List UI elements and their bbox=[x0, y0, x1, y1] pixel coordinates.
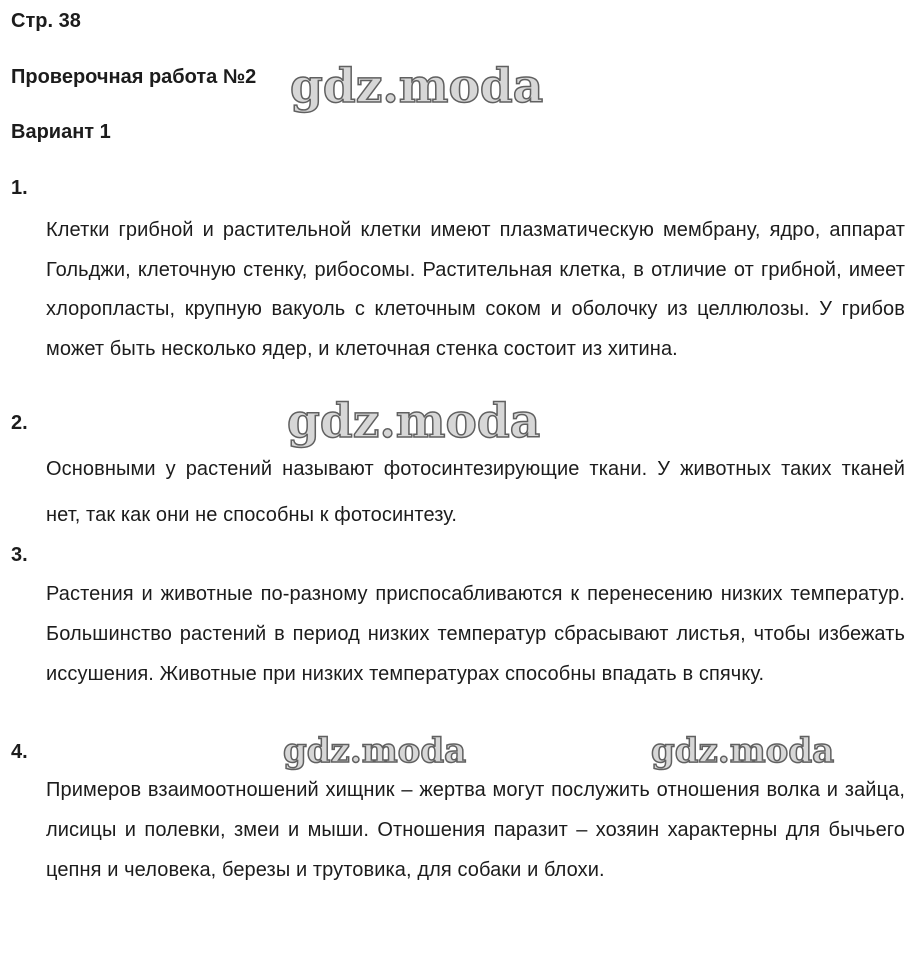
answer-text: Примеров взаимоотношений хищник – жертва могут послужить отношения волка и зайца, лисицы и полевки, змеи и мыши. Отношения паразит – хозяин характерны для бычьего цепня и человека, березы и трутовика, для собаки и блохи. bbox=[46, 779, 905, 881]
page-number: Стр. 38 bbox=[11, 10, 81, 32]
variant-label: Вариант 1 bbox=[11, 121, 111, 143]
answer-text: Растения и животные по-разному приспосабливаются к перенесению низких температур. Большинство растений в период низких температур сбрасывают листья, чтобы избежать иссушения. Животные при низких температурах способны впадать в спячку. bbox=[46, 583, 905, 685]
answer-number: 4. bbox=[11, 741, 28, 763]
answer-number: 1. bbox=[11, 177, 28, 199]
watermark: gdz.moda bbox=[651, 731, 835, 771]
watermark: gdz.moda bbox=[290, 59, 544, 114]
answer-text: Основными у растений называют фотосинтезирующие ткани. У животных таких тканей нет, так как они не способны к фотосинтезу. bbox=[46, 458, 905, 526]
answer-number: 2. bbox=[11, 412, 28, 434]
watermark: gdz.moda bbox=[283, 731, 467, 771]
answer-text: Клетки грибной и растительной клетки имеют плазматическую мембрану, ядро, аппарат Гольджи, клеточную стенку, рибосомы. Растительная клетка, в отличие от грибной, имеет хлоропласты, крупную вакуоль с клеточным соком и оболочку из целлюлозы. У грибов может быть несколько ядер, и клеточная стенка состоит из хитина. bbox=[46, 219, 905, 360]
answer-number: 3. bbox=[11, 544, 28, 566]
watermark: gdz.moda bbox=[287, 394, 541, 449]
page-title: Проверочная работа №2 bbox=[11, 66, 257, 88]
